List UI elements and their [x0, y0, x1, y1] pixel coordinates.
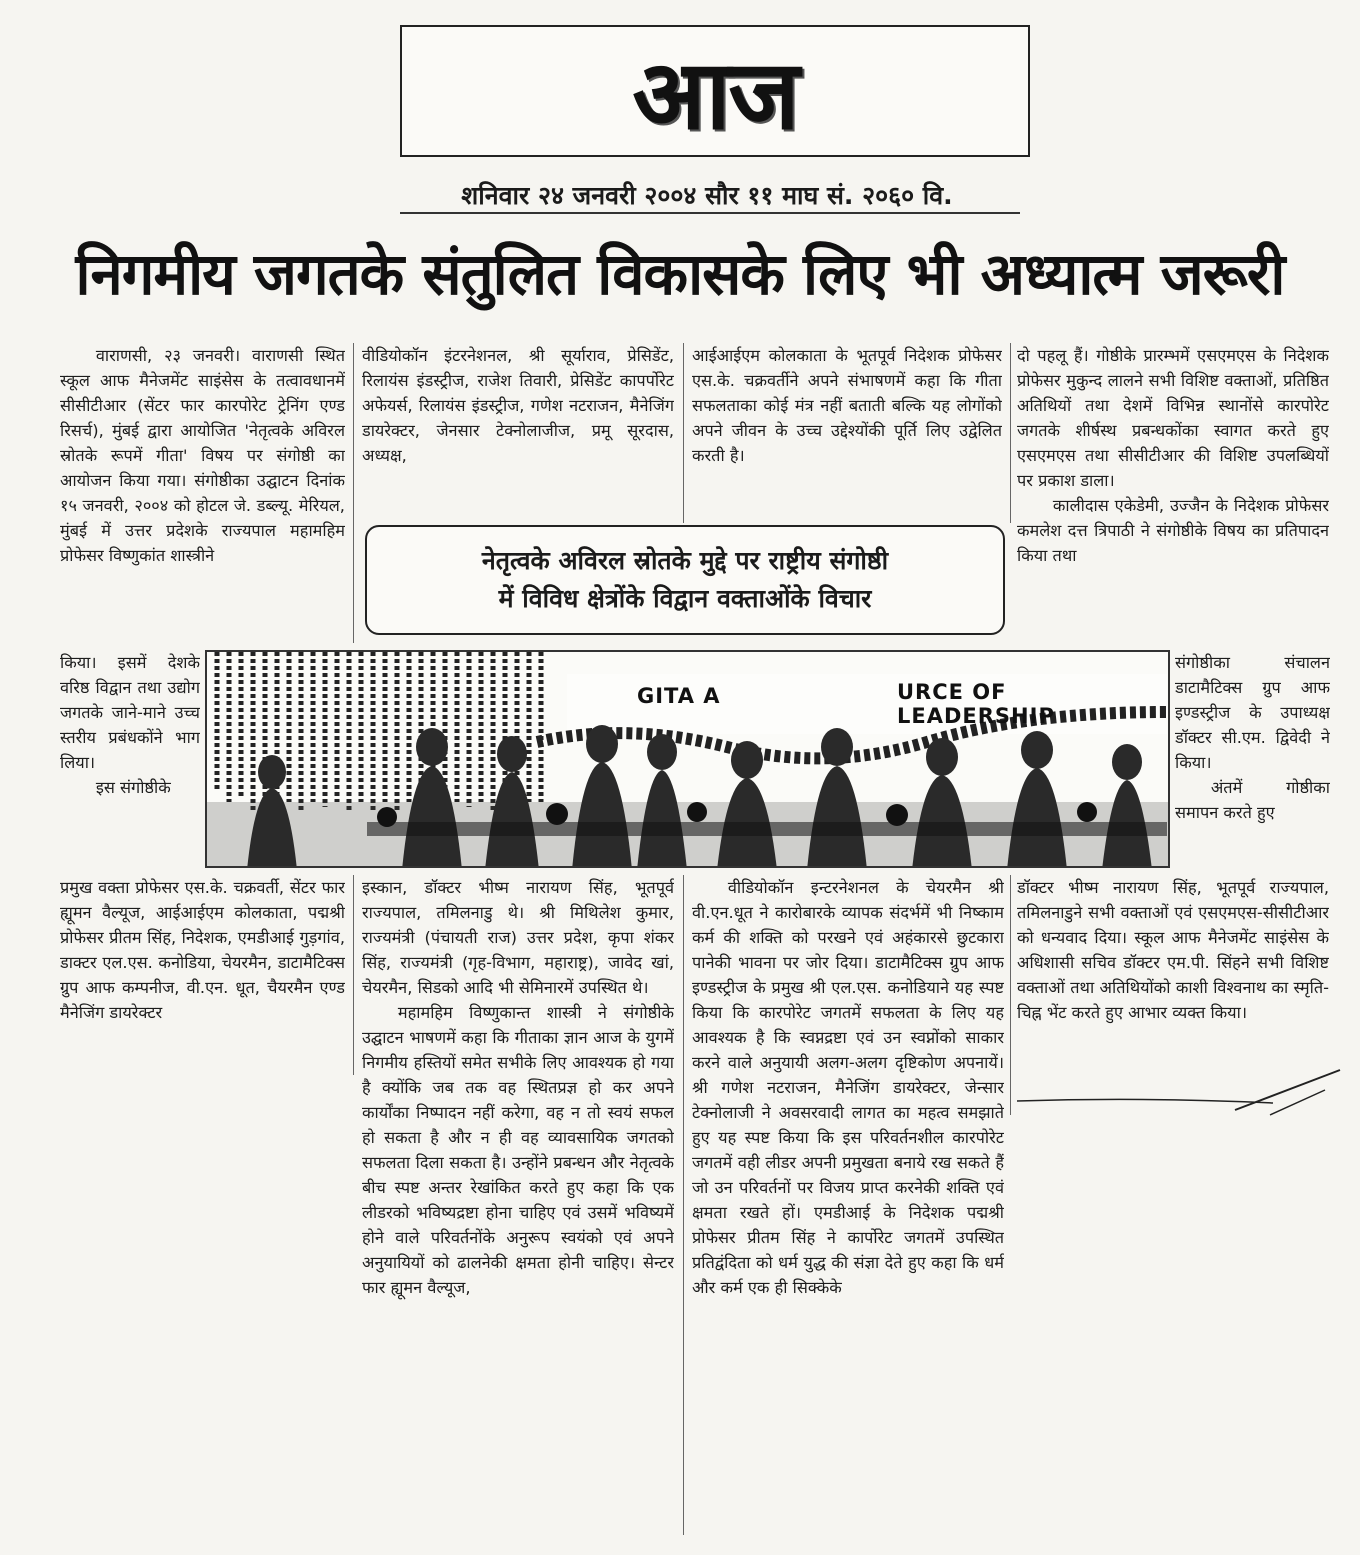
masthead-box [400, 25, 1030, 157]
paragraph: महामहिम विष्णुकान्त शास्त्री ने संगोष्ठीके उद्घाटन भाषणमें कहा कि गीताका ज्ञान आज के युगमें निगमीय हस्तियों समेत सभीके लिए आवश्यक हो गया है क्योंकि जब तक वह स्थितप्रज्ञ हो कर अपने कार्योंका निष्पादन नहीं करेगा, वह न तो स्वयं सफल हो सकता है और न ही वह व्यावसायिक जगतको सफलता दिला सकता है। उन्होंने प्रबन्धन और नेतृत्वके बीच स्पष्ट अन्तर रेखांकित करते हुए कहा कि एक लीडरको भविष्यद्रष्टा होना चाहिए एवं उसमें भविष्यमें होने वाले परिवर्तनोंके अनुरूप स्वयंको एवं अपने अनुयायियों को ढालनेकी क्षमता होनी चाहिए। सेन्टर फार ह्यूमन वैल्यूज, [362, 1003, 674, 1297]
paragraph: डॉक्टर भीष्म नारायण सिंह, भूतपूर्व राज्यपाल, तमिलनाडुने सभी वक्ताओं एवं एसएमएस-सीसीटीआर को धन्यवाद दिया। स्कूल आफ मैनेजमेंट साइंसेस के अधिशासी सचिव डॉक्टर एम.पी. सिंहने सभी विशिष्ट वक्ताओं तथा अतिथियोंको काशी विश्वनाथ का स्मृति-चिह्न भेंट करते हुए आभार व्यक्त किया। [1017, 878, 1329, 1022]
article-column-2-top [362, 343, 674, 523]
stage-table [367, 822, 1167, 836]
column-divider [1010, 343, 1011, 523]
subheading-line-1: नेतृत्वके अविरल स्रोतके मुद्दे पर राष्ट्रीय संगोष्ठी [481, 546, 889, 575]
subheading-line-2: में विविध क्षेत्रोंके विद्वान वक्ताओंके विचार [498, 584, 872, 613]
article-column-1-top [60, 343, 345, 650]
column-divider [1010, 875, 1011, 1115]
paragraph: प्रमुख वक्ता प्रोफेसर एस.के. चक्रवर्ती, सेंटर फार ह्यूमन वैल्यूज, आईआईएम कोलकाता, पद्मश्री प्रोफेसर प्रीतम सिंह, निदेशक, एमडीआई गुड़गांव, डाक्टर एल.एस. कनोडिया, चेयरमैन, डाटामैटिक्स ग्रुप आफ कम्पनीज, वी.एन. धूत, चैयरमैन एण्ड मैनेजिंग डायरेक्टर [60, 878, 345, 1022]
paragraph: दो पहलू हैं। गोष्ठीके प्रारम्भमें एसएमएस के निदेशक प्रोफेसर मुकुन्द लालने सभी विशिष्ट वक्ताओं, प्रतिष्ठित अतिथियों तथा देशमें विभिन्न स्थानोंसे कारपोरेट जगतके शीर्षस्थ प्रबन्धकोंका स्वागत करते हुए एसएमएस तथा सीसीटीआर की विशिष्ट उपलब्धियों पर प्रकाश डाला। [1017, 346, 1329, 490]
paragraph: किया। इसमें देशके वरिष्ठ विद्वान तथा उद्योग जगतके जाने-माने उच्च स्तरीय प्रबंधकोंने भाग लिया। [60, 653, 200, 772]
paragraph: वीडियोकॉन इंटरनेशनल, श्री सूर्याराव, प्रेसिडेंट, रिलायंस इंडस्ट्रीज, राजेश तिवारी, प्रेसिडेंट कापर्पोरेट अफेयर्स, रिलायंस इंडस्ट्रीज, गणेश नटराजन, मैनेजिंग डायरेक्टर, जेनसार टेक्नोलाजीज, प्रमू सूरदास, अध्यक्ष, [362, 346, 674, 465]
flower-garlands-left [217, 652, 541, 817]
dateline-rule [400, 212, 1020, 214]
article-column-4-mid [1175, 650, 1330, 875]
column-divider [353, 343, 354, 643]
paragraph: इस संगोष्ठीके [95, 778, 171, 797]
paragraph: संगोष्ठीका संचालन डाटामैटिक्स ग्रुप आफ इण्डस्ट्रीज के उपाध्यक्ष डॉक्टर सी.एम. द्विवेदी ने किया। [1175, 653, 1330, 772]
paragraph: आईआईएम कोलकाता के भूतपूर्व निदेशक प्रोफेसर एस.के. चक्रवर्तीने अपने संभाषणमें कहा कि गीता सफलताका कोई मंत्र नहीं बताती बल्कि यह लोगोंको अपने जीवन के उच्च उद्देश्योंकी पूर्ति लिए उद्वेलित करती है। [692, 346, 1002, 465]
pen-underline-mark [1230, 1060, 1350, 1120]
column-divider [683, 875, 684, 1535]
banner-text-right: URCE OF LEADERSHIP [897, 680, 1055, 728]
article-column-1-bottom [60, 875, 345, 1085]
article-column-2-bottom [362, 875, 674, 1535]
paragraph: वीडियोकॉन इन्टरनेशनल के चेयरमैन श्री वी.एन.धूत ने कारोबारके व्यापक संदर्भमें भी निष्काम कर्म की शक्ति को परखने एवं अहंकारसे छुटकारा पानेकी भावना पर जोर दिया। डाटामैटिक्स ग्रुप आफ इण्डस्ट्रीज के प्रमुख श्री एल.एस. कनोडियाने यह स्पष्ट किया कि कारपोरेट जगतमें सफलता के लिए यह आवश्यक है कि स्वप्नद्रष्टा एवं उन स्वप्नोंको साकार करने वाले अनुयायी अलग-अलग दृष्टिकोण अपनायें। श्री गणेश नटराजन, मैनेजिंग डायरेक्टर, जेन्सार टेक्नोलाजी ने अवसरवादी लागत का महत्व समझाते हुए यह स्पष्ट किया कि इस परिवर्तनशील कारपोरेट जगतमें वही लीडर अपनी प्रमुखता बनाये रख सकते हैं जो उन परिवर्तनों पर विजय प्राप्त करनेकी शक्ति एवं क्षमता रखते हों। एमडीआई के निदेशक पद्मश्री प्रोफेसर प्रीतम सिंह ने कार्पोरेट जगतमें उपस्थित प्रतिद्वंदिता को धर्म युद्ध की संज्ञा देते हुए कहा कि धर्म और कर्म एक ही सिक्केके [692, 878, 1004, 1297]
column-divider [683, 343, 684, 523]
banner-text-left: GITA A [637, 684, 721, 708]
newspaper-masthead: आज [632, 38, 798, 151]
paragraph: अंतमें गोष्ठीका समापन करते हुए [1175, 778, 1330, 822]
paragraph: इस्कान, डॉक्टर भीष्म नारायण सिंह, भूतपूर्व राज्यपाल, तमिलनाडु थे। श्री मिथिलेश कुमार, राज्यमंत्री (पंचायती राज) उत्तर प्रदेश, कृपा शंकर सिंह, राज्यमंत्री (गृह-विभाग, महाराष्ट्र), जावेद खां, चेयरमैन, सिडको आदि भी सेमिनारमें उपस्थित थे। [362, 878, 674, 997]
paragraph: वाराणसी, २३ जनवरी। वाराणसी स्थित स्कूल आफ मैनेजमेंट साइंसेस के तत्वावधानमें सीसीटीआर (सेंटर फार कारपोरेट ट्रेनिंग एण्ड रिसर्च), मुंबई द्वारा आयोजित 'नेतृत्वके अविरल स्रोतके रूपमें गीता' विषय पर संगोष्ठी का आयोजन किया गया। संगोष्ठीका उद्घाटन दिनांक १५ जनवरी, २००४ को होटल जे. डब्ल्यू. मेरियल, मुंबई में उत्तर प्रदेशके राज्यपाल महामहिम प्रोफेसर विष्णुकांत शास्त्रीने [60, 346, 345, 565]
dateline: शनिवार २४ जनवरी २००४ सौर ११ माघ सं. २०६० वि. [461, 181, 953, 210]
column-divider [353, 875, 354, 1075]
pen-underline-mark [1015, 1095, 1275, 1107]
event-photograph [205, 650, 1170, 868]
paragraph: कालीदास एकेडेमी, उज्जैन के निदेशक प्रोफेसर कमलेश दत्त त्रिपाठी ने संगोष्ठीके विषय का प्रतिपादन किया तथा [1017, 496, 1329, 565]
article-column-1-mid [60, 650, 200, 875]
article-column-3-top [692, 343, 1002, 523]
article-column-4-top [1017, 343, 1329, 650]
subheading-box [365, 525, 1005, 635]
article-column-3-bottom [692, 875, 1004, 1535]
article-headline: निगमीय जगतके संतुलित विकासके लिए भी अध्यात्म जरूरी [75, 239, 1285, 308]
